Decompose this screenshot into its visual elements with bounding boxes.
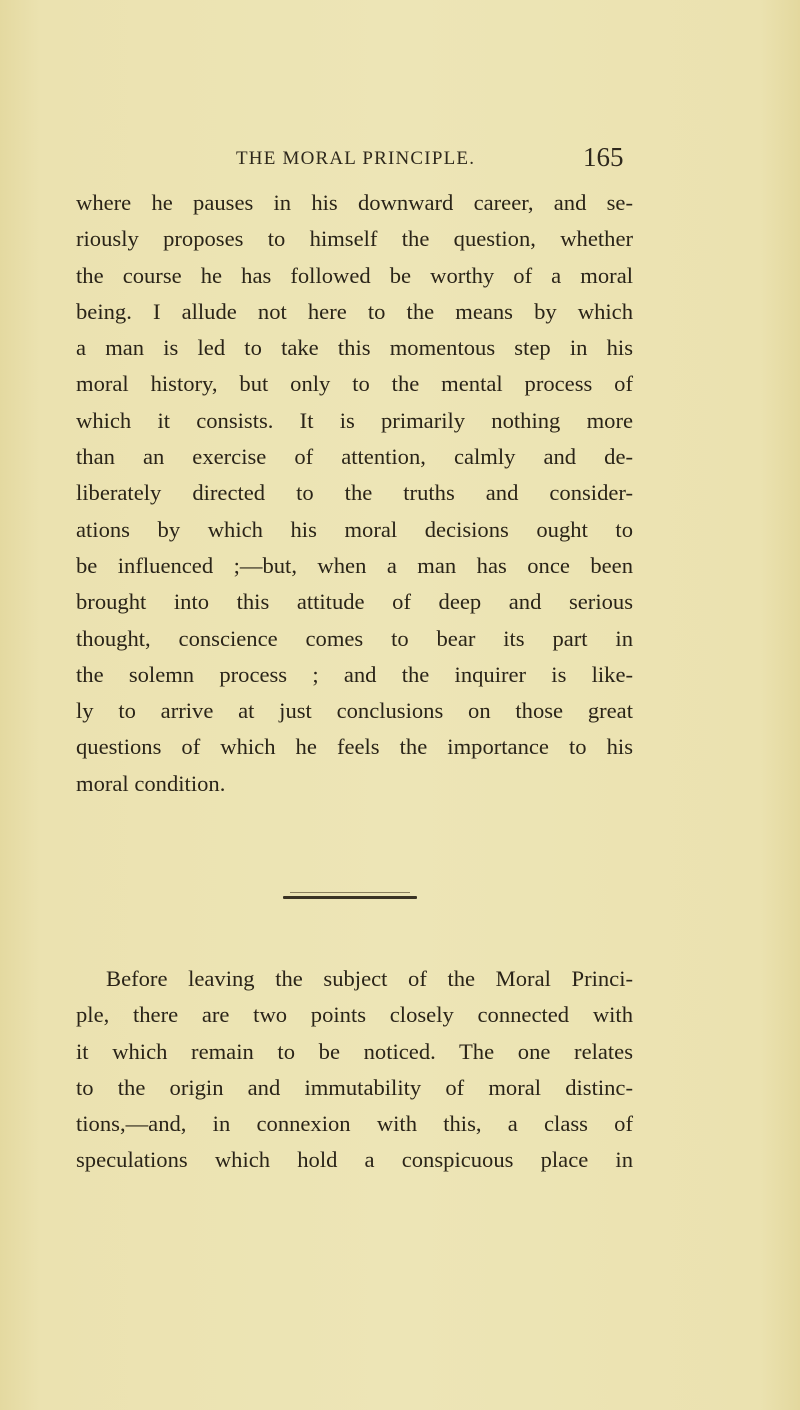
running-head: THE MORAL PRINCIPLE. [236, 148, 476, 169]
text-line: thought, conscience comes to bear its part in [76, 625, 633, 651]
text-line: Before leaving the subject of the Moral Princi- [106, 966, 633, 991]
paragraph-2 [76, 961, 633, 1179]
text-line: speculations which hold a conspicuous place in [76, 1147, 633, 1173]
page-header [0, 142, 800, 188]
text-line: liberately directed to the truths and consider- [76, 480, 633, 506]
text-line: it which remain to be noticed. The one relates [76, 1038, 633, 1064]
text-line: questions of which he feels the importance to his [76, 734, 633, 760]
text-line: ly to arrive at just conclusions on those great [76, 698, 633, 724]
text-line: to the origin and immutability of moral distinc- [76, 1074, 633, 1100]
text-line: the solemn process ; and the inquirer is like- [76, 661, 633, 687]
text-line: ations by which his moral decisions ought to [76, 516, 633, 542]
page-number: 165 [583, 142, 624, 172]
text-line: brought into this attitude of deep and serious [76, 589, 633, 615]
text-line: than an exercise of attention, calmly and de- [76, 444, 633, 470]
paragraph-1 [76, 185, 633, 802]
text-line: riously proposes to himself the question, whether [76, 226, 633, 252]
text-line: ple, there are two points closely connected with [76, 1002, 633, 1028]
text-line: be influenced ;—but, when a man has once been [76, 552, 633, 578]
section-divider [283, 896, 417, 899]
section-divider-hairline [290, 892, 410, 893]
text-line: tions,—and, in connexion with this, a class of [76, 1111, 633, 1137]
text-line: being. I allude not here to the means by which [76, 298, 633, 324]
text-line: the course he has followed be worthy of a moral [76, 262, 633, 288]
text-line: moral condition. [76, 770, 226, 796]
text-line: which it consists. It is primarily nothing more [76, 407, 633, 433]
text-line: a man is led to take this momentous step in his [76, 335, 633, 361]
text-line: where he pauses in his downward career, and se- [76, 190, 633, 215]
text-line: moral history, but only to the mental process of [76, 371, 633, 397]
